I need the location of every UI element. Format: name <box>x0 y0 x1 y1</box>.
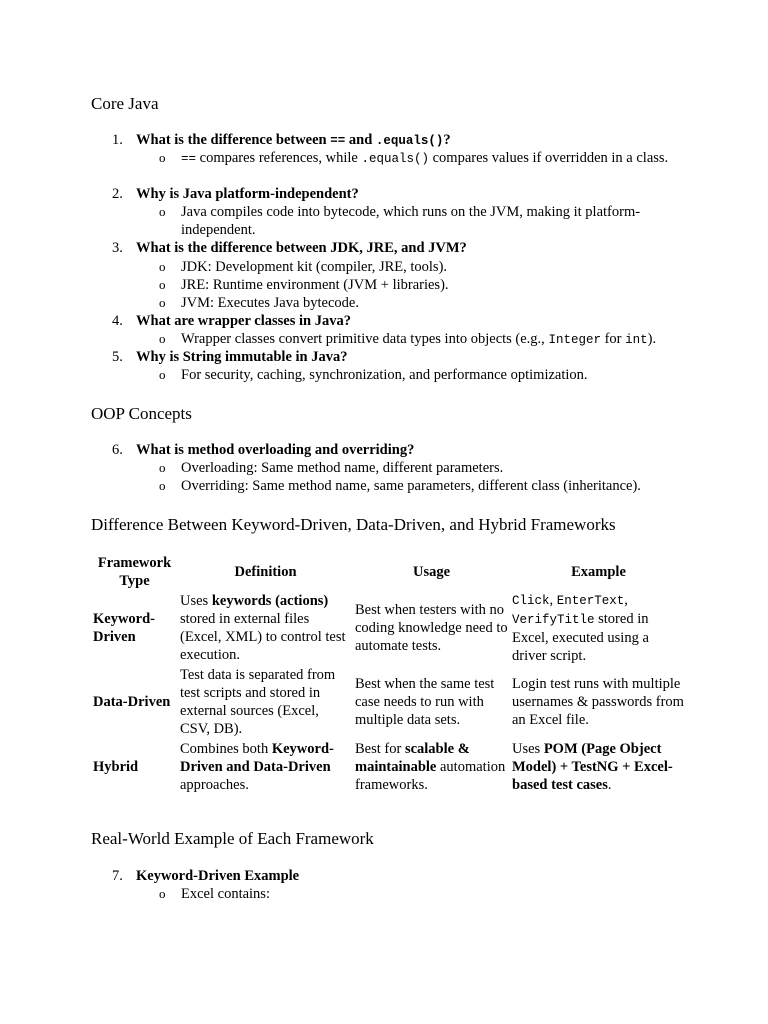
question-text: What are wrapper classes in Java? <box>136 313 351 329</box>
cell-text: , <box>624 592 628 608</box>
question-number: 3. <box>112 240 123 256</box>
bullet-marker: o <box>159 331 166 346</box>
bullet-marker: o <box>159 150 166 165</box>
cell-text-bold: scalable & maintainable <box>355 741 470 775</box>
inline-code: .equals() <box>375 134 444 148</box>
definition-cell <box>178 739 353 795</box>
cell-text: Uses <box>180 593 212 609</box>
section-heading-oop: OOP Concepts <box>91 404 192 423</box>
usage-cell: Best when testers with no coding knowledge need to automate tests. <box>355 602 508 654</box>
usage-cell: Best when the same test case needs to run with multiple data sets. <box>355 676 495 728</box>
inline-code: VerifyTitle <box>512 613 595 627</box>
answer-text-part: compares values if overridden in a class. <box>429 150 669 166</box>
answer-text: Java compiles code into bytecode, which runs on the JVM, making it platform-independent. <box>181 204 641 238</box>
question-text <box>136 131 451 150</box>
bullet-marker: o <box>159 478 166 493</box>
inline-code: .equals() <box>361 152 429 166</box>
table-row <box>91 739 687 795</box>
cell-text: approaches. <box>180 777 249 793</box>
answer-text-part: Wrapper classes convert primitive data types into objects (e.g., <box>181 331 549 347</box>
header-framework-type: Framework Type <box>97 555 172 589</box>
answer-text-part: for <box>600 331 626 347</box>
inline-code: == <box>330 134 346 148</box>
inline-code: int <box>625 333 648 347</box>
cell-text: . <box>607 777 612 793</box>
bullet-marker: o <box>159 277 166 292</box>
answer-text-part: compares references, while <box>196 150 362 166</box>
example-cell <box>510 591 687 665</box>
section-heading-frameworks: Difference Between Keyword-Driven, Data-Driven, and Hybrid Frameworks <box>91 515 616 534</box>
cell-text: automation frameworks. <box>355 759 506 793</box>
question-text: What is method overloading and overriding? <box>136 442 415 458</box>
cell-text-bold: POM (Page Object Model) + TestNG + Excel-based test cases <box>512 741 673 793</box>
question-number: 7. <box>112 868 123 884</box>
definition-cell <box>178 591 353 665</box>
question-text: What is the difference between JDK, JRE, and JVM? <box>136 240 467 256</box>
cell-text: Combines both <box>180 741 272 757</box>
question-text: Why is String immutable in Java? <box>136 349 348 365</box>
answer-text: Excel contains: <box>181 886 270 902</box>
answer-text <box>181 330 671 349</box>
question-number: 2. <box>112 186 123 202</box>
bullet-marker: o <box>159 460 166 475</box>
inline-code: Integer <box>548 333 601 347</box>
inline-code: == <box>181 152 197 166</box>
cell-text-bold: keywords (actions) <box>211 593 329 609</box>
bullet-marker: o <box>159 259 166 274</box>
inline-code: EnterText <box>556 594 625 608</box>
question-text: Keyword-Driven Example <box>136 868 300 884</box>
answer-text: JDK: Development kit (compiler, JRE, tools). <box>181 259 448 275</box>
answer-text <box>181 149 671 168</box>
question-number: 5. <box>112 349 123 365</box>
cell-text: stored in external files (Excel, XML) to control test execution. <box>180 611 346 663</box>
answer-text: JRE: Runtime environment (JVM + libraries). <box>181 277 449 293</box>
bullet-marker: o <box>159 295 166 310</box>
question-text-part: and <box>345 132 376 148</box>
question-text: Why is Java platform-independent? <box>136 186 359 202</box>
question-number: 4. <box>112 313 123 329</box>
answer-text: For security, caching, synchronization, and performance optimization. <box>181 367 588 383</box>
answer-text-part: ). <box>647 331 657 347</box>
header-definition: Definition <box>234 564 297 580</box>
section-heading-core-java: Core Java <box>91 94 159 113</box>
table-row <box>91 591 687 665</box>
bullet-marker: o <box>159 204 166 219</box>
table-header-row <box>91 553 687 591</box>
question-number: 6. <box>112 442 123 458</box>
cell-text: , <box>549 592 557 608</box>
inline-code: Click <box>512 594 550 608</box>
table-row <box>91 665 687 739</box>
header-usage: Usage <box>412 564 451 580</box>
example-cell <box>510 739 687 795</box>
question-number: 1. <box>112 132 123 148</box>
usage-cell <box>353 739 510 795</box>
section-heading-realworld: Real-World Example of Each Framework <box>91 829 374 848</box>
bullet-marker: o <box>159 367 166 382</box>
cell-text: stored in Excel, executed using a driver script. <box>512 611 649 664</box>
cell-text: Uses <box>512 741 544 757</box>
cell-text-bold: Keyword-Driven and Data-Driven <box>180 741 334 775</box>
question-text-part: ? <box>443 132 451 148</box>
question-text-part: What is the difference between <box>136 132 331 148</box>
answer-text: JVM: Executes Java bytecode. <box>181 295 359 311</box>
framework-name-hybrid: Hybrid <box>93 759 139 775</box>
example-cell: Login test runs with multiple usernames & passwords from an Excel file. <box>512 676 684 728</box>
definition-cell: Test data is separated from test scripts and stored in external sources (Excel, CSV, DB). <box>180 667 336 737</box>
framework-name-data: Data-Driven <box>93 694 171 710</box>
cell-text: Best for <box>355 741 405 757</box>
answer-text: Overloading: Same method name, different parameters. <box>181 460 504 476</box>
bullet-marker: o <box>159 886 166 901</box>
framework-name-keyword: Keyword-Driven <box>93 611 156 645</box>
frameworks-comparison-table <box>91 553 687 795</box>
answer-text: Overriding: Same method name, same parameters, different class (inheritance). <box>181 478 641 494</box>
header-example: Example <box>571 564 626 580</box>
